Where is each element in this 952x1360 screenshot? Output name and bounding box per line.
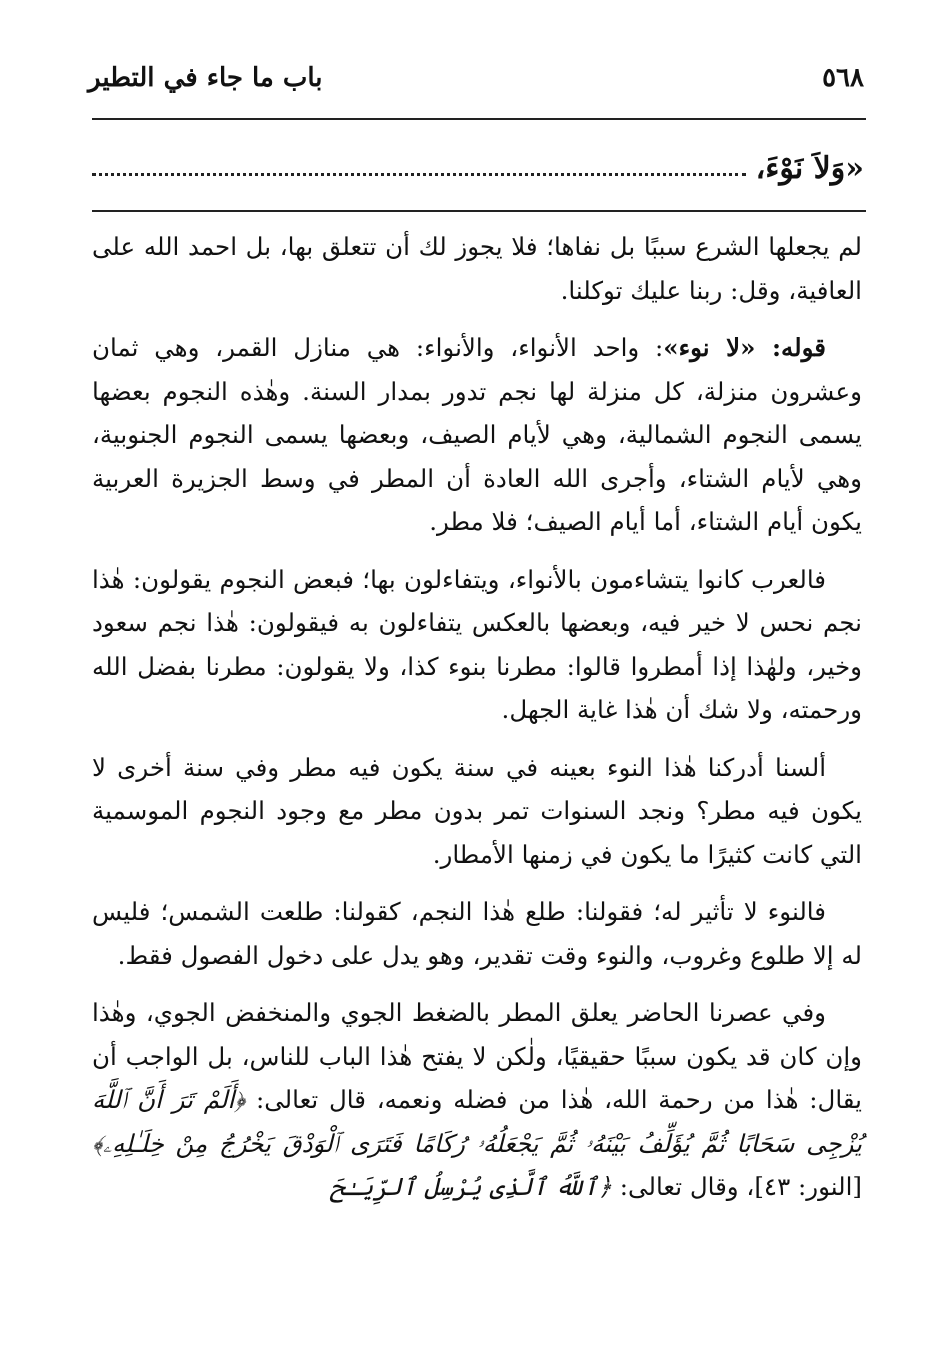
paragraph-6 — [92, 991, 862, 1209]
paragraph-2-lead: قوله: «لا نوء» — [663, 333, 826, 362]
hadith-divider — [92, 210, 866, 212]
paragraph-1: لم يجعلها الشرع سببًا بل نفاها؛ فلا يجوز لك أن تتعلق بها، بل احمد الله على العافية، وقل: ربنا عليك توكلنا. — [92, 232, 862, 305]
paragraph-4: ألسنا أدركنا هٰذا النوء بعينه في سنة يكون فيه مطر وفي سنة أخرى لا يكون فيه مطر؟ ونجد السنوات تمر بدون مطر مع وجود النجوم الموسمية التي كانت كثيرًا ما يكون في زمنها الأمطار. — [92, 752, 862, 869]
hadith-text: «وَلاَ نَوْءَ، — [755, 151, 864, 186]
quran-verse-2: ﴿ٱللَّهُ ٱلَّذِى يُرْسِلُ ٱلرِّيَـٰحَ — [330, 1172, 613, 1201]
page-header — [88, 56, 864, 100]
paragraph-2 — [92, 326, 862, 544]
commentary-body — [92, 225, 862, 1223]
header-divider — [92, 118, 866, 120]
paragraph-3: فالعرب كانوا يتشاءمون بالأنواء، ويتفاءلون بها؛ فبعض النجوم يقولون: هٰذا نجم نحس لا خير فيه، وبعضها بالعكس يتفاءلون به فيقولون: هٰذا نجم سعود وخير، ولهٰذا إذا أمطروا قالوا: مطرنا بنوء كذا، ولا يقولون: مطرنا بفضل الله ورحمته، ولا شك أن هٰذا غاية الجهل. — [92, 564, 862, 724]
chapter-title: باب ما جاء في التطير — [88, 63, 323, 93]
hadith-line — [92, 138, 864, 186]
paragraph-6-text: وفي عصرنا الحاضر يعلق المطر بالضغط الجوي والمنخفض الجوي، وهٰذا وإن كان قد يكون سببًا حقيقيًا، ولٰكن لا يفتح هٰذا الباب للناس، بل الواجب أن يقال: هٰذا من رحمة الله، هٰذا من فضله ونعمه، قال تعالى: — [92, 998, 862, 1114]
page-number: ٥٦٨ — [822, 63, 864, 93]
verse-reference: [النور: ٤٣]، وقال تعالى: — [612, 1172, 862, 1201]
paragraph-5: فالنوء لا تأثير له؛ فقولنا: طلع هٰذا النجم، كقولنا: طلعت الشمس؛ فليس له إلا طلوع وغروب، والنوء وقت تقدير، وهو يدل على دخول الفصول فقط. — [92, 897, 862, 970]
quran-verse-1: ﴿أَلَمْ تَرَ أَنَّ ٱللَّهَ يُزْجِى سَحَابًا ثُمَّ يُؤَلِّفُ بَيْنَهُۥ ثُمَّ يَجْعَلُهُۥ رُكَامًا فَتَرَى ٱلْوَدْقَ يَخْرُجُ مِنْ خِلَـٰلِهِۦ﴾ — [92, 1085, 862, 1158]
dotted-leader — [92, 173, 746, 176]
paragraph-2-text: : واحد الأنواء، والأنواء: هي منازل القمر، وهي ثمان وعشرون منزلة، كل منزلة لها نجم تدور بمدار السنة. وهٰذه النجوم بعضها يسمى النجوم الشمالية، وهي لأيام الصيف، وبعضها يسمى النجوم الجنوبية، وهي لأيام الشتاء، وأجرى الله العادة أن المطر في وسط الجزيرة العربية يكون أيام الشتاء، أما أيام الصيف؛ فلا مطر. — [92, 333, 862, 536]
